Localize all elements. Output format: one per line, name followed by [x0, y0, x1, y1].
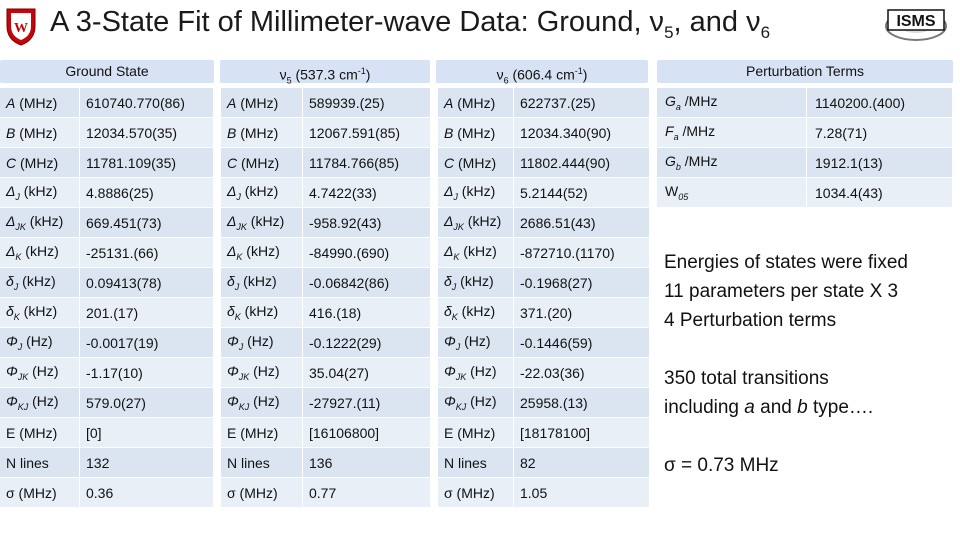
- ground-state-value: 132: [80, 448, 214, 478]
- v6-value: 622737.(25): [514, 88, 650, 118]
- notes-block-fit-summary: [664, 248, 908, 335]
- parameter-label: $G_a$ /MHz: [657, 88, 807, 118]
- ground-state-value: -0.0017(19): [80, 328, 214, 358]
- table-row: [657, 148, 953, 178]
- parameter-label: σ (MHz): [438, 478, 514, 508]
- parameter-label: $\Phi_{JK}$ (Hz): [221, 358, 303, 388]
- header-ground-state: Ground State: [0, 60, 214, 83]
- v5-value: -958.92(43): [303, 208, 431, 238]
- header-v5: $\nu_5$ (537.3 $cm^{-1}$): [220, 60, 430, 83]
- ground-state-value: 0.36: [80, 478, 214, 508]
- v6-value: 11802.444(90): [514, 148, 650, 178]
- table-row: [657, 88, 953, 118]
- table-row: [0, 178, 650, 208]
- ground-state-value: [0]: [80, 418, 214, 448]
- v6-value: 2686.51(43): [514, 208, 650, 238]
- v5-value: -0.1222(29): [303, 328, 431, 358]
- parameter-label: $\delta_J$ (kHz): [221, 268, 303, 298]
- column-gap: [431, 238, 438, 268]
- v5-value: 0.77: [303, 478, 431, 508]
- parameter-label: $\Delta_J$ (kHz): [221, 178, 303, 208]
- column-gap: [214, 328, 221, 358]
- table-row: [0, 478, 650, 508]
- parameter-label: B (MHz): [0, 118, 80, 148]
- parameter-label: $\Delta_J$ (kHz): [438, 178, 514, 208]
- v5-value: 12067.591(85): [303, 118, 431, 148]
- parameter-label: C (MHz): [221, 148, 303, 178]
- v5-value: 416.(18): [303, 298, 431, 328]
- header-v6: $\nu_6$ (606.4 $cm^{-1}$): [436, 60, 648, 83]
- ground-state-value: -1.17(10): [80, 358, 214, 388]
- parameter-label: A (MHz): [0, 88, 80, 118]
- table-row: [0, 388, 650, 418]
- parameter-label: C (MHz): [438, 148, 514, 178]
- parameter-label: $\Delta_K$ (kHz): [0, 238, 80, 268]
- parameter-label: E (MHz): [221, 418, 303, 448]
- perturbation-value: 7.28(71): [807, 118, 953, 148]
- parameter-label: $W_{05}$: [657, 178, 807, 208]
- table-row: [0, 118, 650, 148]
- column-gap: [214, 268, 221, 298]
- table-row: [0, 328, 650, 358]
- parameter-label: N lines: [221, 448, 303, 478]
- parameter-label: N lines: [438, 448, 514, 478]
- note-line: Energies of states were fixed: [664, 252, 908, 273]
- table-row: [0, 418, 650, 448]
- table-row: [0, 148, 650, 178]
- v5-value: [16106800]: [303, 418, 431, 448]
- ground-state-value: 201.(17): [80, 298, 214, 328]
- parameter-label: $\Phi_{JK}$ (Hz): [0, 358, 80, 388]
- column-gap: [214, 388, 221, 418]
- parameter-label: $\Phi_J$ (Hz): [438, 328, 514, 358]
- column-gap: [431, 478, 438, 508]
- v6-value: 371.(20): [514, 298, 650, 328]
- table-row: [0, 268, 650, 298]
- column-gap: [214, 238, 221, 268]
- parameter-label: A (MHz): [221, 88, 303, 118]
- table-row: [0, 298, 650, 328]
- ground-state-value: 11781.109(35): [80, 148, 214, 178]
- v6-value: 1.05: [514, 478, 650, 508]
- v6-value: -0.1446(59): [514, 328, 650, 358]
- parameter-label: $\Delta_K$ (kHz): [221, 238, 303, 268]
- v5-value: -84990.(690): [303, 238, 431, 268]
- v5-value: 589939.(25): [303, 88, 431, 118]
- column-gap: [431, 208, 438, 238]
- table-row: [0, 358, 650, 388]
- parameter-label: σ (MHz): [0, 478, 80, 508]
- column-gap: [214, 148, 221, 178]
- v6-value: 5.2144(52): [514, 178, 650, 208]
- header-perturbation: Perturbation Terms: [657, 60, 953, 83]
- ground-state-value: 12034.570(35): [80, 118, 214, 148]
- parameter-label: $\Delta_K$ (kHz): [438, 238, 514, 268]
- column-gap: [214, 448, 221, 478]
- parameter-label: $\Delta_J$ (kHz): [0, 178, 80, 208]
- parameter-label: $G_b$ /MHz: [657, 148, 807, 178]
- note-line: 4 Perturbation terms: [664, 310, 837, 331]
- table-row: [657, 118, 953, 148]
- parameter-label: $F_a$ /MHz: [657, 118, 807, 148]
- v5-value: 4.7422(33): [303, 178, 431, 208]
- table-row: [0, 448, 650, 478]
- perturbation-value: 1140200.(400): [807, 88, 953, 118]
- column-gap: [431, 418, 438, 448]
- v6-value: [18178100]: [514, 418, 650, 448]
- parameter-label: $\Phi_{KJ}$ (Hz): [221, 388, 303, 418]
- v6-value: -872710.(1170): [514, 238, 650, 268]
- column-gap: [214, 88, 221, 118]
- parameter-label: $\Delta_{JK}$ (kHz): [221, 208, 303, 238]
- page-title: A 3-State Fit of Millimeter-wave Data: Ground, $\nu_5$, and $\nu_6$: [50, 6, 771, 42]
- ground-state-value: 579.0(27): [80, 388, 214, 418]
- notes-block-transitions: [664, 364, 873, 422]
- parameter-label: C (MHz): [0, 148, 80, 178]
- parameter-label: $\delta_K$ (kHz): [438, 298, 514, 328]
- table-row: [657, 178, 953, 208]
- parameter-label: σ (MHz): [221, 478, 303, 508]
- perturbation-value: 1034.4(43): [807, 178, 953, 208]
- parameter-label: $\Phi_J$ (Hz): [0, 328, 80, 358]
- note-sigma: σ = 0.73 MHz: [664, 455, 779, 476]
- parameter-label: $\Delta_{JK}$ (kHz): [0, 208, 80, 238]
- column-gap: [431, 328, 438, 358]
- column-gap: [214, 298, 221, 328]
- parameter-label: $\Phi_{JK}$ (Hz): [438, 358, 514, 388]
- note-line: 350 total transitions: [664, 368, 829, 389]
- v6-value: -22.03(36): [514, 358, 650, 388]
- parameter-label: N lines: [0, 448, 80, 478]
- column-gap: [431, 118, 438, 148]
- column-gap: [214, 478, 221, 508]
- perturbation-table: [657, 88, 953, 208]
- parameter-label: B (MHz): [221, 118, 303, 148]
- svg-text:ISMS: ISMS: [896, 13, 936, 30]
- column-gap: [214, 208, 221, 238]
- parameter-label: $\Phi_{KJ}$ (Hz): [438, 388, 514, 418]
- column-gap: [431, 178, 438, 208]
- column-gap: [214, 178, 221, 208]
- column-gap: [431, 88, 438, 118]
- v6-value: 25958.(13): [514, 388, 650, 418]
- perturbation-value: 1912.1(13): [807, 148, 953, 178]
- column-gap: [214, 418, 221, 448]
- parameter-label: $\delta_J$ (kHz): [438, 268, 514, 298]
- column-gap: [431, 298, 438, 328]
- ground-state-value: 610740.770(86): [80, 88, 214, 118]
- university-crest-logo: [4, 6, 38, 46]
- v6-value: 82: [514, 448, 650, 478]
- column-gap: [431, 388, 438, 418]
- v5-value: 35.04(27): [303, 358, 431, 388]
- v6-value: -0.1968(27): [514, 268, 650, 298]
- parameter-label: E (MHz): [0, 418, 80, 448]
- column-gap: [431, 448, 438, 478]
- parameter-label: $\Phi_{KJ}$ (Hz): [0, 388, 80, 418]
- v5-value: 136: [303, 448, 431, 478]
- parameter-label: $\delta_K$ (kHz): [0, 298, 80, 328]
- column-gap: [431, 268, 438, 298]
- table-row: [0, 208, 650, 238]
- column-gap: [431, 358, 438, 388]
- column-gap: [214, 118, 221, 148]
- table-row: [0, 88, 650, 118]
- parameter-label: B (MHz): [438, 118, 514, 148]
- ground-state-value: -25131.(66): [80, 238, 214, 268]
- column-gap: [214, 358, 221, 388]
- parameter-label: $\Phi_J$ (Hz): [221, 328, 303, 358]
- column-gap: [431, 148, 438, 178]
- note-line: 11 parameters per state X 3: [664, 281, 899, 302]
- v5-value: -27927.(11): [303, 388, 431, 418]
- isms-logo: [880, 4, 952, 44]
- ground-state-value: 669.451(73): [80, 208, 214, 238]
- ground-state-value: 4.8886(25): [80, 178, 214, 208]
- svg-text:W: W: [14, 21, 28, 36]
- ground-state-value: 0.09413(78): [80, 268, 214, 298]
- v6-value: 12034.340(90): [514, 118, 650, 148]
- table-row: [0, 238, 650, 268]
- parameter-label: $\Delta_{JK}$ (kHz): [438, 208, 514, 238]
- parameter-label: $\delta_J$ (kHz): [0, 268, 80, 298]
- v5-value: -0.06842(86): [303, 268, 431, 298]
- parameter-label: E (MHz): [438, 418, 514, 448]
- parameter-label: A (MHz): [438, 88, 514, 118]
- parameter-table: [0, 88, 650, 508]
- note-line: including a and b type….: [664, 397, 874, 418]
- v5-value: 11784.766(85): [303, 148, 431, 178]
- parameter-label: $\delta_K$ (kHz): [221, 298, 303, 328]
